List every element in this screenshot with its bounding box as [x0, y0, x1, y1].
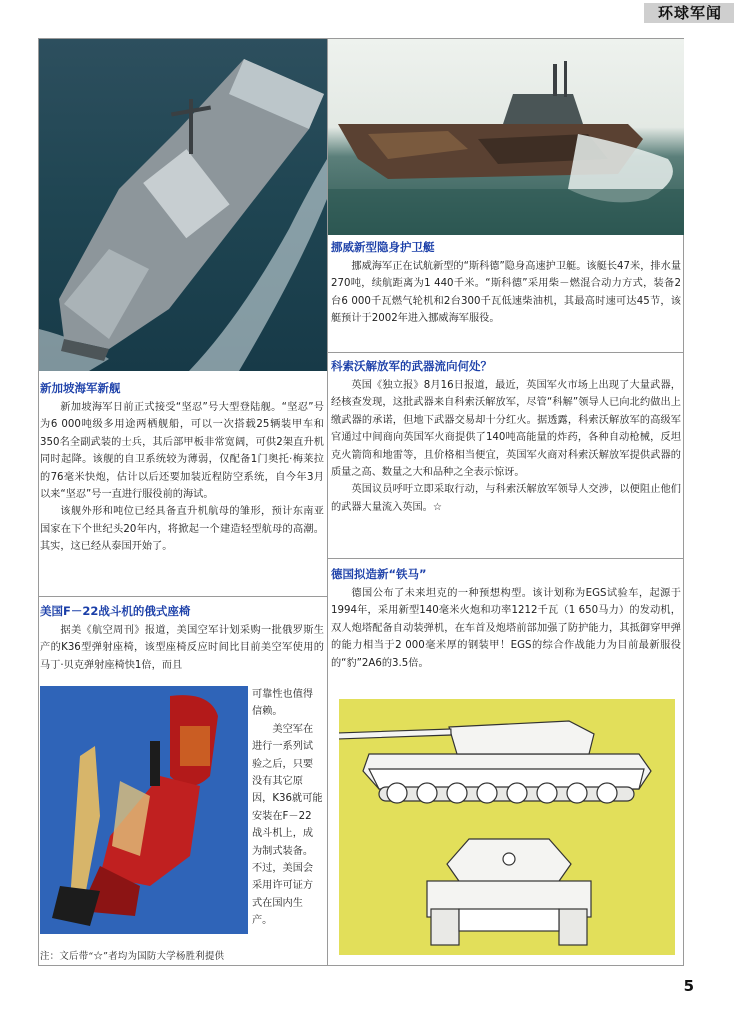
article-title-germany: 德国拟造新“铁马”	[331, 567, 427, 581]
article-paragraph: 挪威海军正在试航新型的“斯科德”隐身高速护卫艇。该艇长47米，排水量270吨，续航距离为1 440千米。“斯科德”采用柴－燃混合动力方式，装备2台6 000千瓦燃气轮机和2台300千瓦低速柴油机，其最高时速可达45节，该艇预计于2002年进入挪威海军服役。	[331, 261, 681, 325]
norway-boat-photo	[328, 39, 684, 235]
text-line: 战斗机上，成	[252, 828, 314, 840]
boat-illustration	[328, 39, 684, 235]
article-title-norway: 挪威新型隐身护卫艇	[331, 240, 435, 254]
text-line: 式在国内生	[252, 897, 303, 909]
text-line: 美空军在	[272, 723, 314, 735]
article-paragraph: 据美《航空周刊》报道，美国空军计划采购一批俄罗斯生产的K36型弹射座椅，该型座椅反应时间比目前美空军使用的马丁·贝克弹射座椅快1倍，而且	[40, 625, 324, 671]
article-paragraph: 该舰外形和吨位已经具备直升机航母的雏形，预计东南亚国家在下个世纪头20年内，将掀起一个建造轻型航母的高潮。其实，这已经从泰国开始了。	[40, 506, 324, 553]
article-paragraph: 英国议员呼吁立即采取行动，与科索沃解放军领导人交涉，以便阻止他们的武器大量流入英国。☆	[331, 484, 681, 513]
seat-illustration	[40, 686, 248, 934]
text-line: 信赖。	[252, 706, 283, 718]
ship-illustration	[39, 39, 327, 371]
ejection-seat-photo	[40, 686, 248, 934]
text-line: 不过，美国会	[252, 863, 314, 875]
section-tag: 环球军闻	[644, 3, 734, 23]
text-line: 采用许可证方	[252, 880, 314, 892]
article-f22-side-text	[252, 686, 326, 930]
footnote: 注：文后带“☆”者均为国防大学杨胜利提供	[40, 951, 225, 962]
article-singapore	[40, 380, 324, 556]
article-title-f22: 美国F－22战斗机的俄式座椅	[40, 604, 191, 618]
article-f22	[40, 603, 324, 674]
divider-singapore-f22	[38, 596, 327, 597]
divider-norway-kosovo	[327, 352, 684, 353]
text-line: 因，K36就可能	[252, 793, 323, 805]
article-title-kosovo: 科索沃解放军的武器流向何处？	[331, 359, 492, 373]
page-number: 5	[683, 977, 694, 995]
tank-illustration	[339, 699, 675, 955]
article-germany	[331, 566, 681, 672]
text-line: 为制式装备。	[252, 845, 314, 857]
text-line: 没有其它原	[252, 776, 303, 788]
divider-kosovo-germany	[327, 558, 684, 559]
text-line: 安装在F－22	[252, 810, 312, 822]
text-line: 进行一系列试	[252, 741, 314, 753]
text-line: 验之后，只要	[252, 758, 314, 770]
article-paragraph: 新加坡海军日前正式接受“坚忍”号大型登陆舰。“坚忍”号为6 000吨级多用途两栖舰船，可以一次搭载25辆装甲车和350名全副武装的士兵，其后部甲板非常宽阔，可供2架直升机同时起降。该舰的自卫系统较为薄弱，仅配备1门奥托·梅莱拉的76毫米快炮，估计以后还要加装近程防空系统，自今年3月以来“坚忍”号一直进行服役前的海试。	[40, 402, 324, 501]
article-kosovo	[331, 358, 681, 516]
article-norway	[331, 239, 681, 328]
text-line: 产。	[252, 915, 273, 927]
article-title-singapore: 新加坡海军新舰	[40, 381, 121, 395]
singapore-ship-photo	[39, 39, 327, 371]
header-bar	[0, 0, 734, 26]
article-paragraph: 德国公布了未来坦克的一种预想构型。该计划称为EGS试验车，起源于1994年，采用新型140毫米火炮和功率1212千瓦（1 650马力）的发动机，双人炮塔配备自动装弹机，在车首及炮塔前部加强了防护能力，其抵御穿甲弹的能力相当于2 000毫米厚的钢装甲！EGS的综合作战能力为目前最新服役的“豹”2A6的3.5倍。	[331, 588, 681, 669]
article-paragraph: 英国《独立报》8月16日报道，最近，英国军火市场上出现了大量武器，经核查发现，这批武器来自科索沃解放军，尽管“科解”领导人已向北约做出上缴武器的承诺，但地下武器交易却十分红火。据透露，科索沃解放军的高级军官通过中间商向英国军火商提供了140吨高能量的炸药，各种自动枪械，反坦克火箭筒和地雷等，且价格相当便宜，英国军火商对科索沃解放军提供武器的质量之高、数量之大和品种之全表示惊讶。	[331, 380, 681, 479]
text-line: 可靠性也值得	[252, 689, 314, 700]
tank-drawing	[339, 699, 675, 955]
